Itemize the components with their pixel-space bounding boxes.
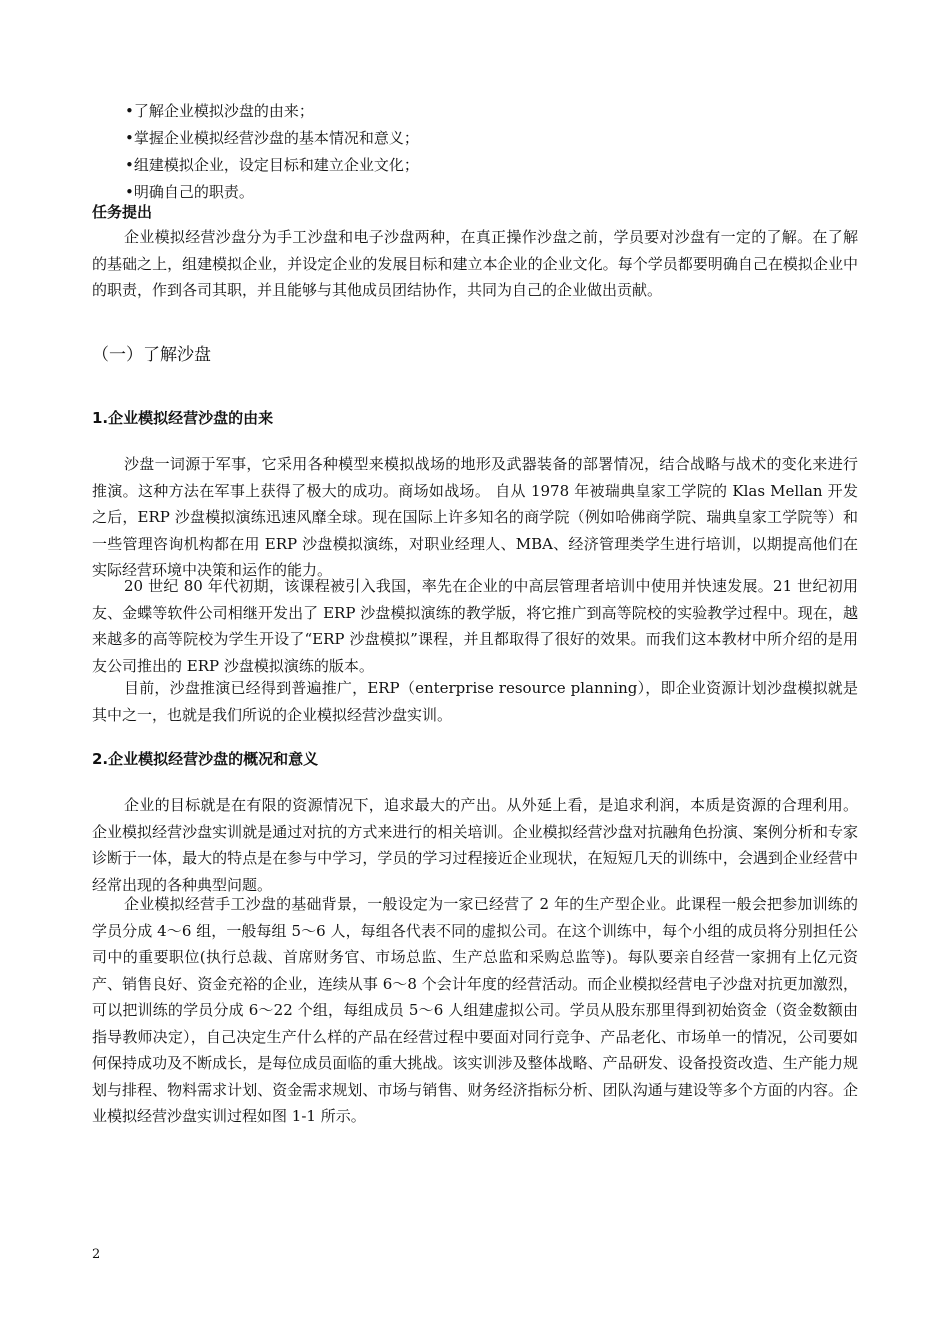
objective-item: •组建模拟企业，设定目标和建立企业文化； — [125, 156, 419, 174]
task-heading: 任务提出 — [92, 203, 153, 221]
origin-paragraph: 沙盘一词源于军事，它采用各种模型来模拟战场的地形及武器装备的部署情况，结合战略与战术的变化来进行推演。这种方法在军事上获得了极大的成功。商场如战场。 自从 1978 年被瑞典皇家工学院的 Klas Mellan 开发之后，ERP 沙盘模拟演练迅速风靡全球。现在国际上许多知名的商学院（例如哈佛商学院、瑞典皇家工学院等）和一些管理咨询机构都在用 ERP 沙盘模拟演练，对职业经理人、MBA、经济管理类学生进行培训，以期提高他们在实际经营环境中决策和运作的能力。 — [92, 455, 858, 579]
objective-item: •明确自己的职责。 — [125, 183, 254, 201]
subsection-title-overview: 2.企业模拟经营沙盘的概况和意义 — [92, 750, 319, 768]
section-title: （一）了解沙盘 — [92, 345, 211, 365]
learning-objectives-list — [125, 98, 845, 206]
overview-paragraph: 企业模拟经营手工沙盘的基础背景，一般设定为一家已经营了 2 年的生产型企业。此课程一般会把参加训练的学员分成 4～6 组，一般每组 5～6 人，每组各代表不同的虚拟公司。在这个训练中，每个小组的成员将分别担任公司中的重要职位(执行总裁、首席财务官、市场总监、生产总监和采购总监等)。每队要亲自经营一家拥有上亿元资产、销售良好、资金充裕的企业，连续从事 6～8 个会计年度的经营活动。而企业模拟经营电子沙盘对抗更加激烈，可以把训练的学员分成 6～22 个组，每组成员 5～6 人组建虚拟公司。学员从股东那里得到初始资金（资金数额由指导教师决定），自己决定生产什么样的产品在经营过程中要面对同行竞争、产品老化、市场单一的情况，公司要如何保持成功及不断成长，是每位成员面临的重大挑战。该实训涉及整体战略、产品研发、设备投资改造、生产能力规划与排程、物料需求计划、资金需求规划、市场与销售、财务经济指标分析、团队沟通与建设等多个方面的内容。企业模拟经营沙盘实训过程如图 1-1 所示。 — [92, 895, 858, 1125]
subsection-title-origin: 1.企业模拟经营沙盘的由来 — [92, 409, 274, 427]
objective-item: •掌握企业模拟经营沙盘的基本情况和意义； — [125, 129, 419, 147]
overview-paragraph: 企业的目标就是在有限的资源情况下，追求最大的产出。从外延上看，是追求利润，本质是资源的合理利用。企业模拟经营沙盘实训就是通过对抗的方式来进行的相关培训。企业模拟经营沙盘对抗融角色扮演、案例分析和专家诊断于一体，最大的特点是在参与中学习，学员的学习过程接近企业现状，在短短几天的训练中，会遇到企业经营中经常出现的各种典型问题。 — [92, 796, 858, 894]
page-number: 2 — [92, 1247, 101, 1262]
origin-paragraph: 目前，沙盘推演已经得到普遍推广，ERP（enterprise resource planning），即企业资源计划沙盘模拟就是其中之一，也就是我们所说的企业模拟经营沙盘实训。 — [92, 679, 858, 724]
objective-item: •了解企业模拟沙盘的由来； — [125, 102, 314, 120]
origin-paragraph: 20 世纪 80 年代初期，该课程被引入我国，率先在企业的中高层管理者培训中使用并快速发展。21 世纪初用友、金蝶等软件公司相继开发出了 ERP 沙盘模拟演练的教学版，将它推广到高等院校的实验教学过程中。现在，越来越多的高等院校为学生开设了“ERP 沙盘模拟”课程，并且都取得了很好的效果。而我们这本教材中所介绍的是用友公司推出的 ERP 沙盘模拟演练的版本。 — [92, 577, 858, 675]
task-paragraph: 企业模拟经营沙盘分为手工沙盘和电子沙盘两种，在真正操作沙盘之前，学员要对沙盘有一定的了解。在了解的基础之上，组建模拟企业，并设定企业的发展目标和建立本企业的企业文化。每个学员都要明确自己在模拟企业中的职责，作到各司其职，并且能够与其他成员团结协作，共同为自己的企业做出贡献。 — [92, 228, 858, 299]
